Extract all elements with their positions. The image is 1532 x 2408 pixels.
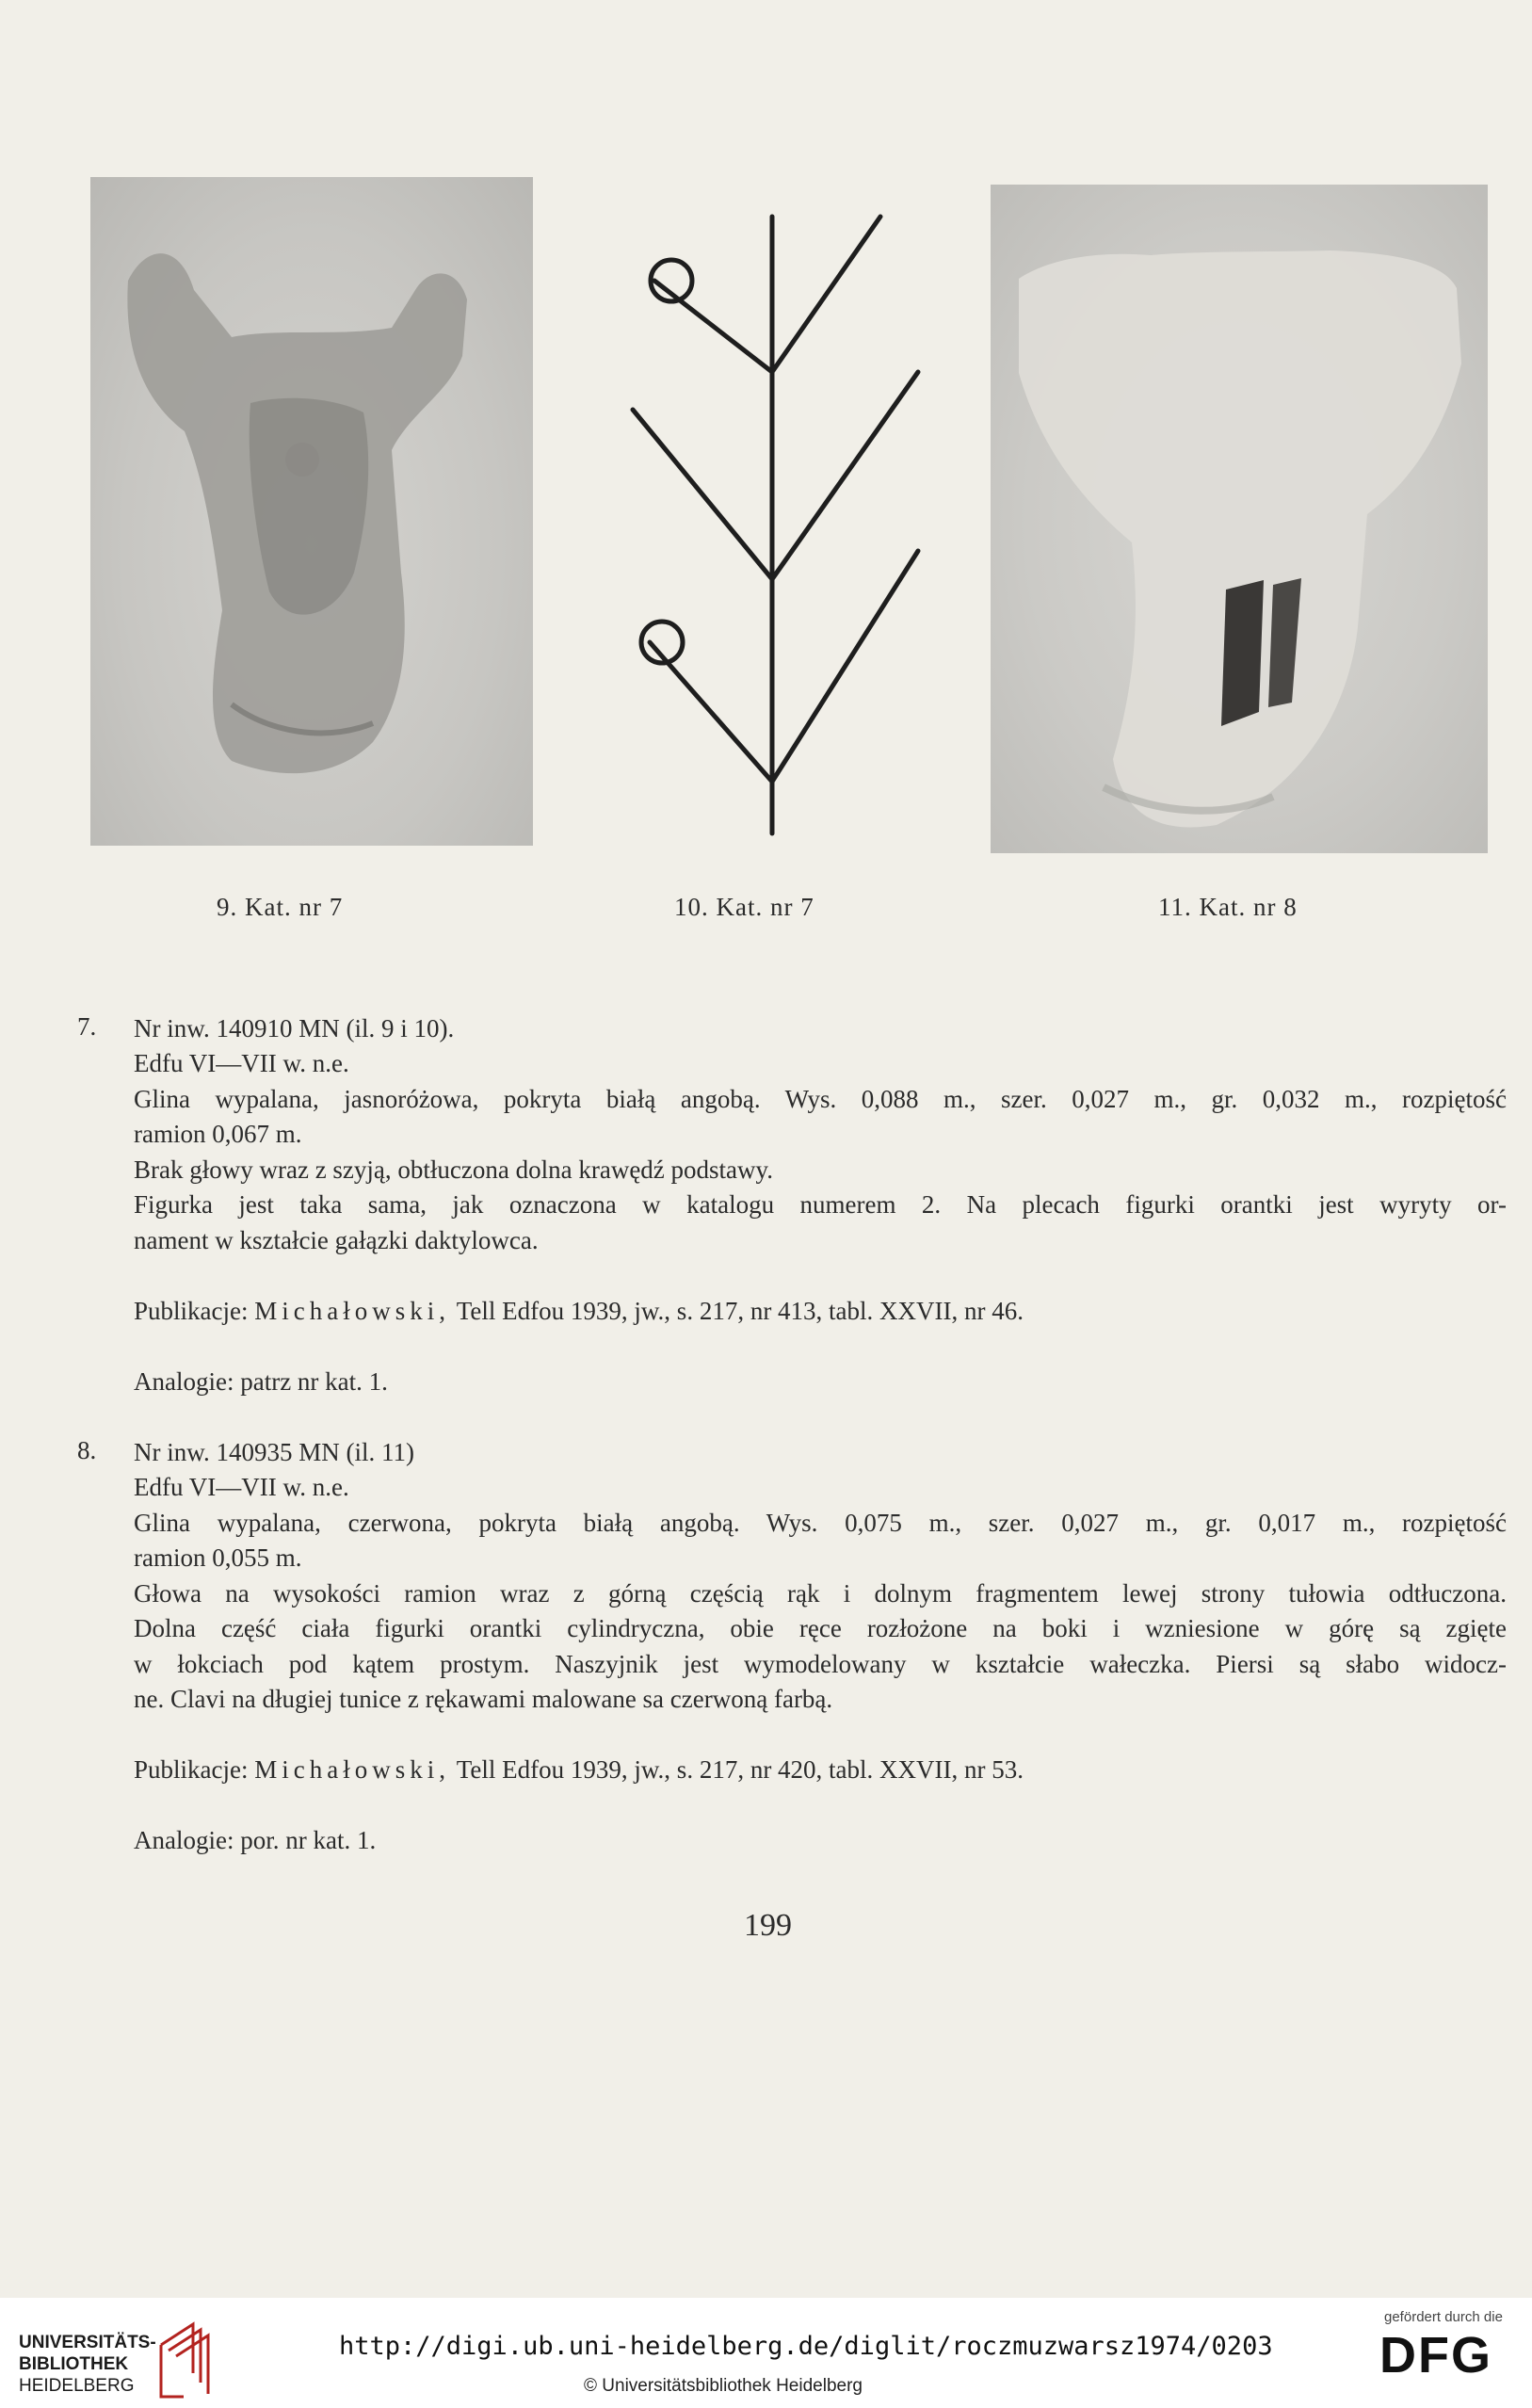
description-line-2: w łokciach pod kątem prostym. Naszyjnik jest wymodelowany w kształcie wałeczka. Piersi są słabo widocz- <box>134 1650 1507 1678</box>
library-name-line-1: UNIVERSITÄTS- <box>19 2333 156 2352</box>
publication-reference: Tell Edfou 1939, jw., s. 217, nr 413, tabl. XXVII, nr 46. <box>456 1297 1024 1325</box>
page-number: 199 <box>744 1908 792 1943</box>
description-line-3: ne. Clavi na długiej tunice z rękawami malowane sa czerwoną farbą. <box>134 1685 833 1713</box>
caption-figure-10: 10. Kat. nr 7 <box>674 893 814 921</box>
figurine-9-image <box>90 177 533 846</box>
publication-line <box>134 1295 1024 1327</box>
figure-11-photo <box>991 185 1488 853</box>
condition-line: Głowa na wysokości ramion wraz z górną częścią rąk i dolnym fragmentem lewej strony tułowia odtłuczona. <box>134 1579 1507 1608</box>
inventory-line: Nr inw. 140935 MN (il. 11) <box>134 1438 414 1466</box>
document-url-link[interactable]: http://digi.ub.uni-heidelberg.de/diglit/roczmuzwarsz1974/0203 <box>339 2332 1273 2361</box>
publication-line <box>134 1753 1024 1786</box>
funding-note: gefördert durch die <box>1384 2309 1503 2325</box>
material-line: Glina wypalana, czerwona, pokryta białą angobą. Wys. 0,075 m., szer. 0,027 m., gr. 0,017 m., rozpiętość <box>134 1509 1507 1537</box>
description-line-cont: nament w kształcie gałązki daktylowca. <box>134 1226 539 1254</box>
provenance-line: Edfu VI—VII w. n.e. <box>134 1049 349 1077</box>
publication-label: Publikacje: <box>134 1755 249 1784</box>
figurine-11-image <box>991 185 1488 853</box>
copyright-text: © Universitätsbibliothek Heidelberg <box>584 2376 863 2396</box>
entry-number: 7. <box>77 1012 97 1041</box>
inventory-line: Nr inw. 140910 MN (il. 9 i 10). <box>134 1014 455 1042</box>
library-logo-icon <box>155 2317 214 2401</box>
publication-author: Michałowski, <box>254 1297 450 1325</box>
condition-line: Brak głowy wraz z szyją, obtłuczona dolna krawędź podstawy. <box>134 1156 774 1184</box>
entry-number: 8. <box>77 1436 97 1464</box>
caption-figure-11: 11. Kat. nr 8 <box>1158 893 1298 921</box>
library-name-line-3: HEIDELBERG <box>19 2376 135 2396</box>
library-name-line-2: BIBLIOTHEK <box>19 2354 129 2374</box>
description-line: Figurka jest taka sama, jak oznaczona w katalogu numerem 2. Na plecach figurki orantki jest wyryty or- <box>134 1190 1507 1219</box>
figure-9-photo <box>90 177 533 846</box>
publication-label: Publikacje: <box>134 1297 249 1325</box>
publication-reference: Tell Edfou 1939, jw., s. 217, nr 420, tabl. XXVII, nr 53. <box>456 1755 1024 1784</box>
publication-author: Michałowski, <box>254 1755 450 1784</box>
material-line: Glina wypalana, jasnoróżowa, pokryta białą angobą. Wys. 0,088 m., szer. 0,027 m., gr. 0,032 m., rozpiętość <box>134 1085 1507 1113</box>
caption-figure-9: 9. Kat. nr 7 <box>217 893 344 921</box>
analogies-line: Analogie: patrz nr kat. 1. <box>134 1367 388 1396</box>
material-line-cont: ramion 0,067 m. <box>134 1120 302 1148</box>
provenance-line: Edfu VI—VII w. n.e. <box>134 1473 349 1501</box>
analogies-line: Analogie: por. nr kat. 1. <box>134 1826 377 1854</box>
dfg-logo: DFG <box>1379 2327 1492 2384</box>
material-line-cont: ramion 0,055 m. <box>134 1543 302 1572</box>
figure-10-palm-branch-drawing <box>584 207 942 848</box>
description-line: Dolna część ciała figurki orantki cylindryczna, obie ręce rozłożone na boki i wzniesione w górę są zgięte <box>134 1614 1507 1642</box>
